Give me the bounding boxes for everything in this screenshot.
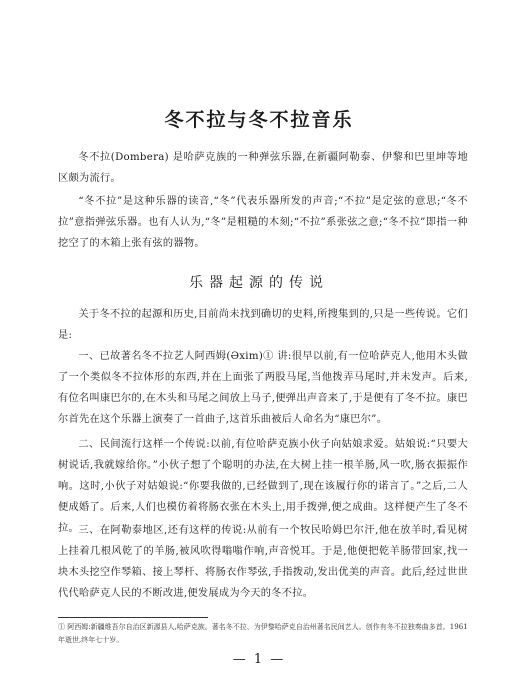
intro-paragraph-1: 冬不拉(Dombera) 是哈萨克族的一种弹弦乐器,在新疆阿勒泰、伊黎和巴里坤等地区颇为流行。	[58, 152, 468, 184]
intro-paragraph-2: “冬不拉”是这种乐器的读音,“冬”代表乐器所发的声音;“不拉”是定弦的意思;“冬不拉”意指弹弦乐器。也有人认为,“冬”是粗糙的木刻;“不拉”系张弦之意;“冬不拉”即指一种挖空了的木箱上张有弦的器物。	[58, 196, 468, 249]
section-paragraph-intro: 关于冬不拉的起源和历史,目前尚未找到确切的史料,所搜集到的,只是一些传说。它们是:	[58, 309, 468, 341]
legend-paragraph-2: 二、民间流行这样一个传说:以前,有位哈萨克族小伙子向姑娘求爱。姑娘说:“只要大树说话,我就嫁给你。”小伙子想了个聪明的办法,在大树上挂一根羊肠,风一吹,肠衣振振作响。这时,小伙子对姑娘说:“你要我做的,已经做到了,现在该履行你的诺言了。”之后,二人便成婚了。后来,人们也模仿着将肠衣张在木头上,用手拨弹,便之成曲。这样便产生了冬不拉。	[58, 439, 468, 534]
footnote-divider	[58, 617, 208, 618]
page-number: — 1 —	[232, 652, 286, 667]
legend-paragraph-1: 一、已故著名冬不拉艺人阿西姆(Əxim)① 讲:很早以前,有一位哈萨克人,他用木头做了一个类似冬不拉体形的东西,并在上面张了两股马尾,当他拨弄马尾时,并未发声。后来,有位名叫康巴尔的,在木头和马尾之间放上马子,便弹出声音来了,于是便有了冬不拉。康巴尔首先在这个乐器上演奏了一首曲子,这首乐曲被后人命名为“康巴尔”。	[58, 351, 468, 425]
page-title: 冬不拉与冬不拉音乐	[164, 109, 354, 131]
legend-paragraph-3: 三、在阿勒泰地区,还有这样的传说:从前有一个牧民哈姆巴尔汗,他在放羊时,看见树上挂着几根风乾了的羊肠,被风吹得嗡嗡作响,声音悦耳。于是,他便把乾羊肠带回家,找一块木头挖空作琴箱、接上琴杆、将肠衣作琴弦,手指拨动,发出优美的声音。此后,经过世世代代哈萨克人民的不断改进,便发展成为今天的冬不拉。	[58, 525, 468, 599]
footnote: ① 阿西姆:新疆维吾尔自治区新源县人,哈萨克族。著名冬不拉、为伊黎哈萨克自治州著名民间艺人。创作有冬不拉独奏曲多首。1961年逝世,终年七十岁。	[58, 623, 468, 644]
section-title: 乐器起源的传说	[189, 275, 329, 291]
